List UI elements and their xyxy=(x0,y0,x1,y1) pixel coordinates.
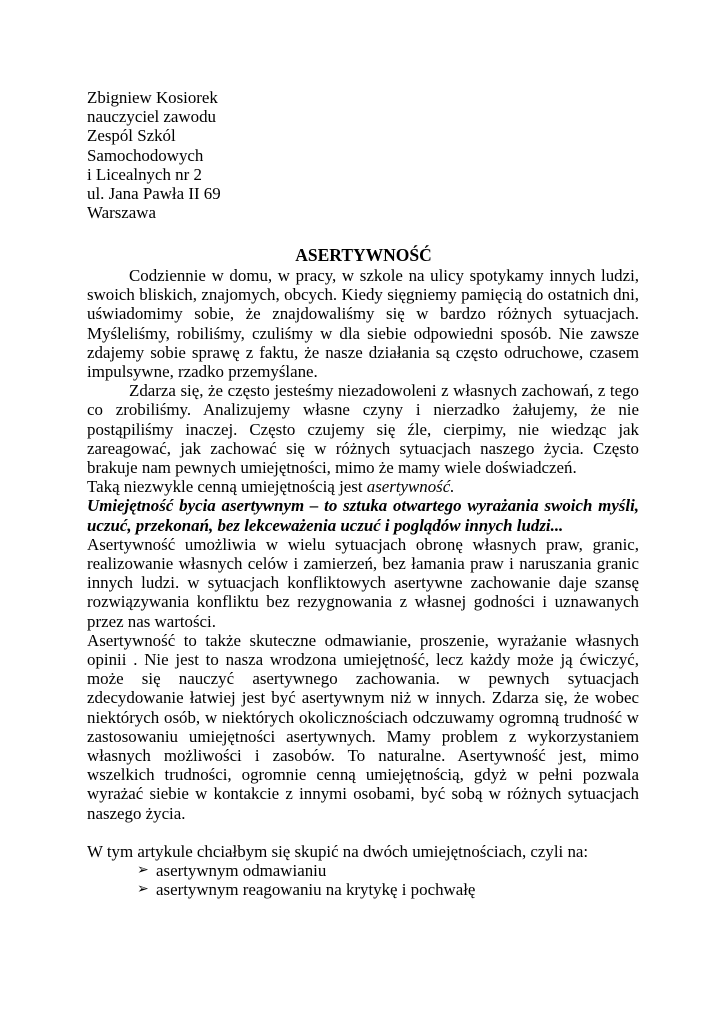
paragraph-rights: Asertywność umożliwia w wielu sytuacjach obronę własnych praw, granic, realizowanie własnych celów i zamierzeń, bez łamania praw i naruszania granic innych ludzi. w sytuacjach konfliktowych asertywne zachowanie daje szansę rozwiązywania konfliktu bez rezygnowania z własnej godności i uznawanych przez nas wartości. xyxy=(87,534,639,631)
author-school-line-2: Samochodowych xyxy=(87,145,204,165)
author-block xyxy=(87,88,221,222)
arrow-bullet-icon: ➢ xyxy=(137,862,149,879)
list-item-text: asertywnym odmawianiu xyxy=(156,861,327,881)
skill-text: Taką niezwykle cenną umiejętnością jest xyxy=(87,477,367,497)
skill-term: asertywność. xyxy=(366,477,455,497)
paragraph-skill xyxy=(87,477,639,496)
blank-line xyxy=(87,823,639,842)
paragraph-dissatisfaction: Zdarza się, że często jesteśmy niezadowoleni z własnych zachowań, z tego co zrobiliśmy. Analizujemy własne czyny i nierzadko żałujemy, że nie postąpiliśmy inaczej. Często czujemy się źle, cierpimy, nie wiedząc jak zareagować, jak zachować się w różnych sytuacjach naszego życia. Często brakuje nam pewnych umiejętności, mimo że mamy wiele doświadczeń. xyxy=(87,381,639,478)
document-title: ASERTYWNOŚĆ xyxy=(295,245,432,265)
list-item xyxy=(87,861,639,880)
paragraph-refusal: Asertywność to także skuteczne odmawianie, proszenie, wyrażanie własnych opinii . Nie jest to nasza wrodzona umiejętność, lecz każdy może ją ćwiczyć, może się nauczyć asertywnego zachowania. w pewnych sytuacjach zdecydowanie łatwiej jest być asertywnym niż w innych. Zdarza się, że wobec niektórych osób, w niektórych okolicznościach odczuwamy ogromną trudność w zastosowaniu umiejętności asertywnych. Mamy problem z wykorzystaniem własnych możliwości i zasobów. To naturalne. Asertywność jest, mimo wszelkich trudności, ogromnie cenną umiejętnością, gdyż w pełni pozwala wyrażać siebie w kontakcie z innymi osobami, być sobą w różnych sytuacjach naszego życia. xyxy=(87,630,639,823)
author-street: ul. Jana Pawła II 69 xyxy=(87,184,221,204)
author-name: Zbigniew Kosiorek xyxy=(87,88,218,107)
arrow-bullet-icon: ➢ xyxy=(137,881,149,898)
article-body xyxy=(87,266,639,900)
paragraph-focus: W tym artykule chciałbym się skupić na dwóch umiejętnościach, czyli na: xyxy=(87,841,589,861)
author-school-line-3: i Licealnych nr 2 xyxy=(87,164,202,184)
author-city: Warszawa xyxy=(87,203,156,223)
definition: Umiejętność bycia asertywnym – to sztuka otwartego wyrażania swoich myśli, uczuć, przekonań, bez lekceważenia uczuć i poglądów innych ludzi... xyxy=(87,496,639,535)
skills-list xyxy=(87,861,639,899)
paragraph-intro: Codziennie w domu, w pracy, w szkole na ulicy spotykamy innych ludzi, swoich bliskich, znajomych, obcych. Kiedy sięgniemy pamięcią do ostatnich dni, uświadomimy sobie, że znajdowaliśmy się w bardzo różnych sytuacjach. Myśleliśmy, robiliśmy, czuliśmy w dla siebie odpowiedni sposób. Nie zawsze zdajemy sobie sprawę z faktu, że nasze działania są często odruchowe, czasem impulsywne, rzadko przemyślane. xyxy=(87,266,639,382)
author-position: nauczyciel zawodu xyxy=(87,107,216,127)
list-item xyxy=(87,880,639,899)
author-school-line-1: Zespól Szkól xyxy=(87,126,176,146)
list-item-text: asertywnym reagowaniu na krytykę i pochwałę xyxy=(156,880,476,900)
